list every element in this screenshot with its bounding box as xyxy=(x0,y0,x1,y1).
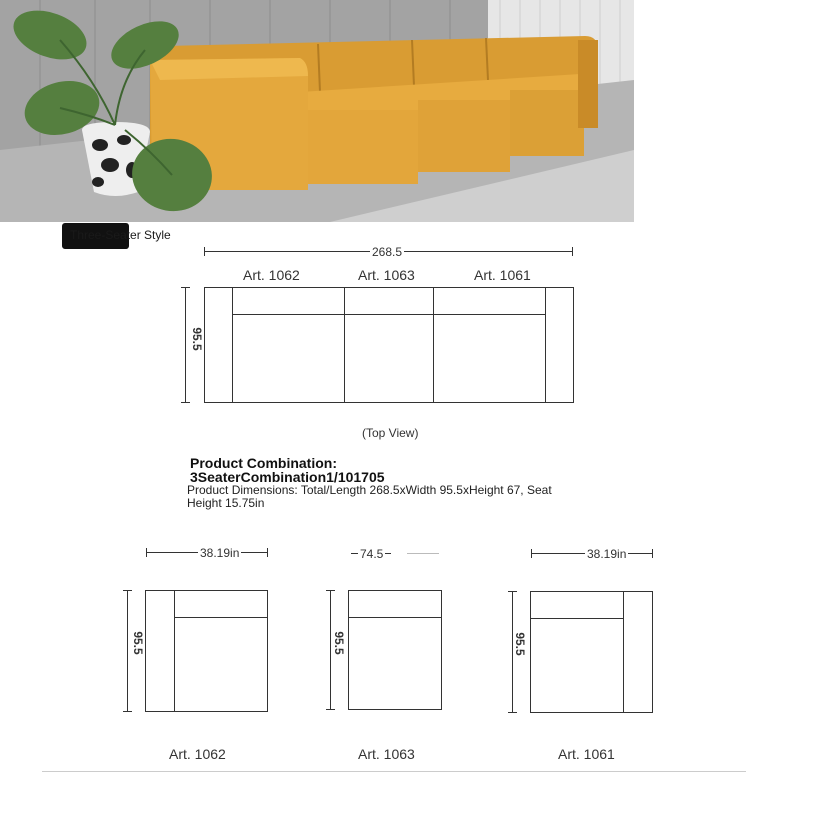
top-view-caption: (Top View) xyxy=(362,426,419,440)
top-view-module-label-2: Art. 1063 xyxy=(358,267,415,283)
module-3-depth-label: 95.5 xyxy=(513,632,527,656)
total-length-label: 268.5 xyxy=(372,245,403,259)
dimension-tick xyxy=(181,402,190,403)
module-3-width-label: 38.19in xyxy=(587,547,627,561)
left-arm-divider xyxy=(232,287,233,403)
module-divider xyxy=(433,287,434,403)
product-dimensions: Product Dimensions: Total/Length 268.5xWidth 95.5xHeight 67, Seat Height 15.75in xyxy=(187,483,552,510)
sofa-photo-illustration xyxy=(0,0,634,222)
module-1-depth-line xyxy=(127,590,128,712)
module-1-outline xyxy=(145,590,268,712)
seat-cushion-1 xyxy=(306,110,418,184)
combination-title: Product Combination: xyxy=(190,455,337,471)
module-1-name: Art. 1062 xyxy=(169,746,226,762)
depth-dimension-line xyxy=(185,287,186,403)
style-badge-label: Three-Seater Style xyxy=(70,228,171,242)
product-photo xyxy=(0,0,634,222)
module-3-outline xyxy=(530,591,653,713)
dimension-tick xyxy=(204,247,205,256)
module-2-depth-label: 95.5 xyxy=(332,631,346,655)
module-divider xyxy=(344,287,345,403)
seat-cushion-3 xyxy=(510,90,584,156)
backrest-line xyxy=(232,314,546,315)
module-2-width-label: 74.5 xyxy=(360,547,384,561)
dimension-tick xyxy=(181,287,190,288)
bottom-divider xyxy=(42,771,746,772)
module-3-name: Art. 1061 xyxy=(558,746,615,762)
module-2-depth-line xyxy=(330,590,331,710)
dimension-tick xyxy=(572,247,573,256)
combination-code: 3SeaterCombination1/101705 xyxy=(190,469,385,485)
top-view-module-label-3: Art. 1061 xyxy=(474,267,531,283)
module-2-outline xyxy=(348,590,442,710)
seat-cushion-2 xyxy=(418,100,510,172)
depth-label: 95.5 xyxy=(190,327,204,351)
module-1-depth-label: 95.5 xyxy=(131,631,145,655)
module-1-width-label: 38.19in xyxy=(200,546,240,560)
top-view-sofa-outline xyxy=(204,287,574,403)
right-arm-divider xyxy=(545,287,546,403)
sofa-right-arm xyxy=(578,40,598,128)
module-2-name: Art. 1063 xyxy=(358,746,415,762)
top-view-module-label-1: Art. 1062 xyxy=(243,267,300,283)
